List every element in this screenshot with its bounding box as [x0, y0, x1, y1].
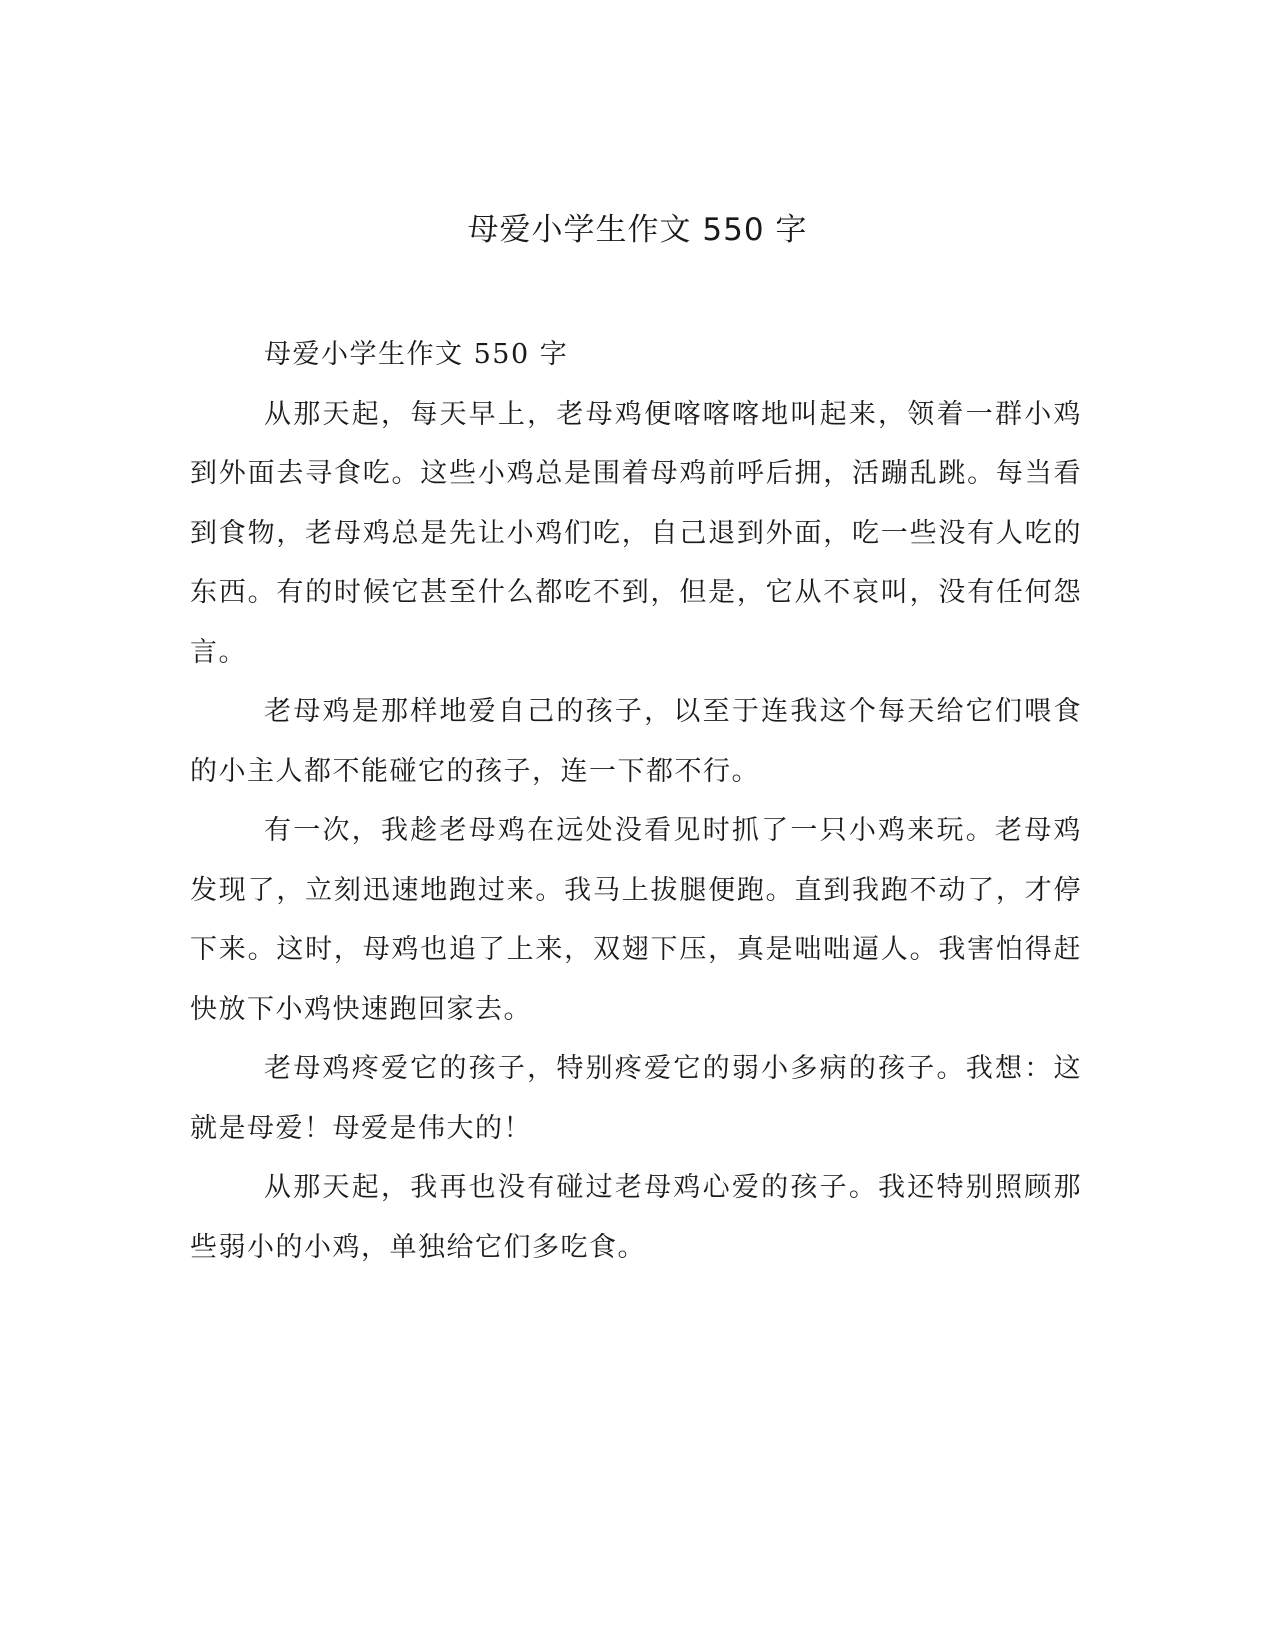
paragraph: 有一次，我趁老母鸡在远处没看见时抓了一只小鸡来玩。老母鸡发现了，立刻迅速地跑过来。我马上拔腿便跑。直到我跑不动了，才停下来。这时，母鸡也追了上来，双翅下压，真是咄咄逼人。我害怕得赶快放下小鸡快速跑回家去。: [190, 815, 1082, 1025]
document-title: 母爱小学生作文 550 字: [467, 212, 808, 248]
document-body: [190, 325, 1082, 1277]
paragraph: 从那天起，我再也没有碰过老母鸡心爱的孩子。我还特别照顾那些弱小的小鸡，单独给它们多吃食。: [190, 1172, 1082, 1263]
paragraph-subtitle: 母爱小学生作文 550 字: [264, 339, 569, 370]
paragraph: 老母鸡是那样地爱自己的孩子，以至于连我这个每天给它们喂食的小主人都不能碰它的孩子，连一下都不行。: [190, 696, 1082, 787]
paragraph: 老母鸡疼爱它的孩子，特别疼爱它的弱小多病的孩子。我想：这就是母爱！母爱是伟大的！: [190, 1053, 1082, 1144]
paragraph: 从那天起，每天早上，老母鸡便喀喀喀地叫起来，领着一群小鸡到外面去寻食吃。这些小鸡总是围着母鸡前呼后拥，活蹦乱跳。每当看到食物，老母鸡总是先让小鸡们吃，自己退到外面，吃一些没有人吃的东西。有的时候它甚至什么都吃不到，但是，它从不哀叫，没有任何怨言。: [190, 398, 1082, 668]
